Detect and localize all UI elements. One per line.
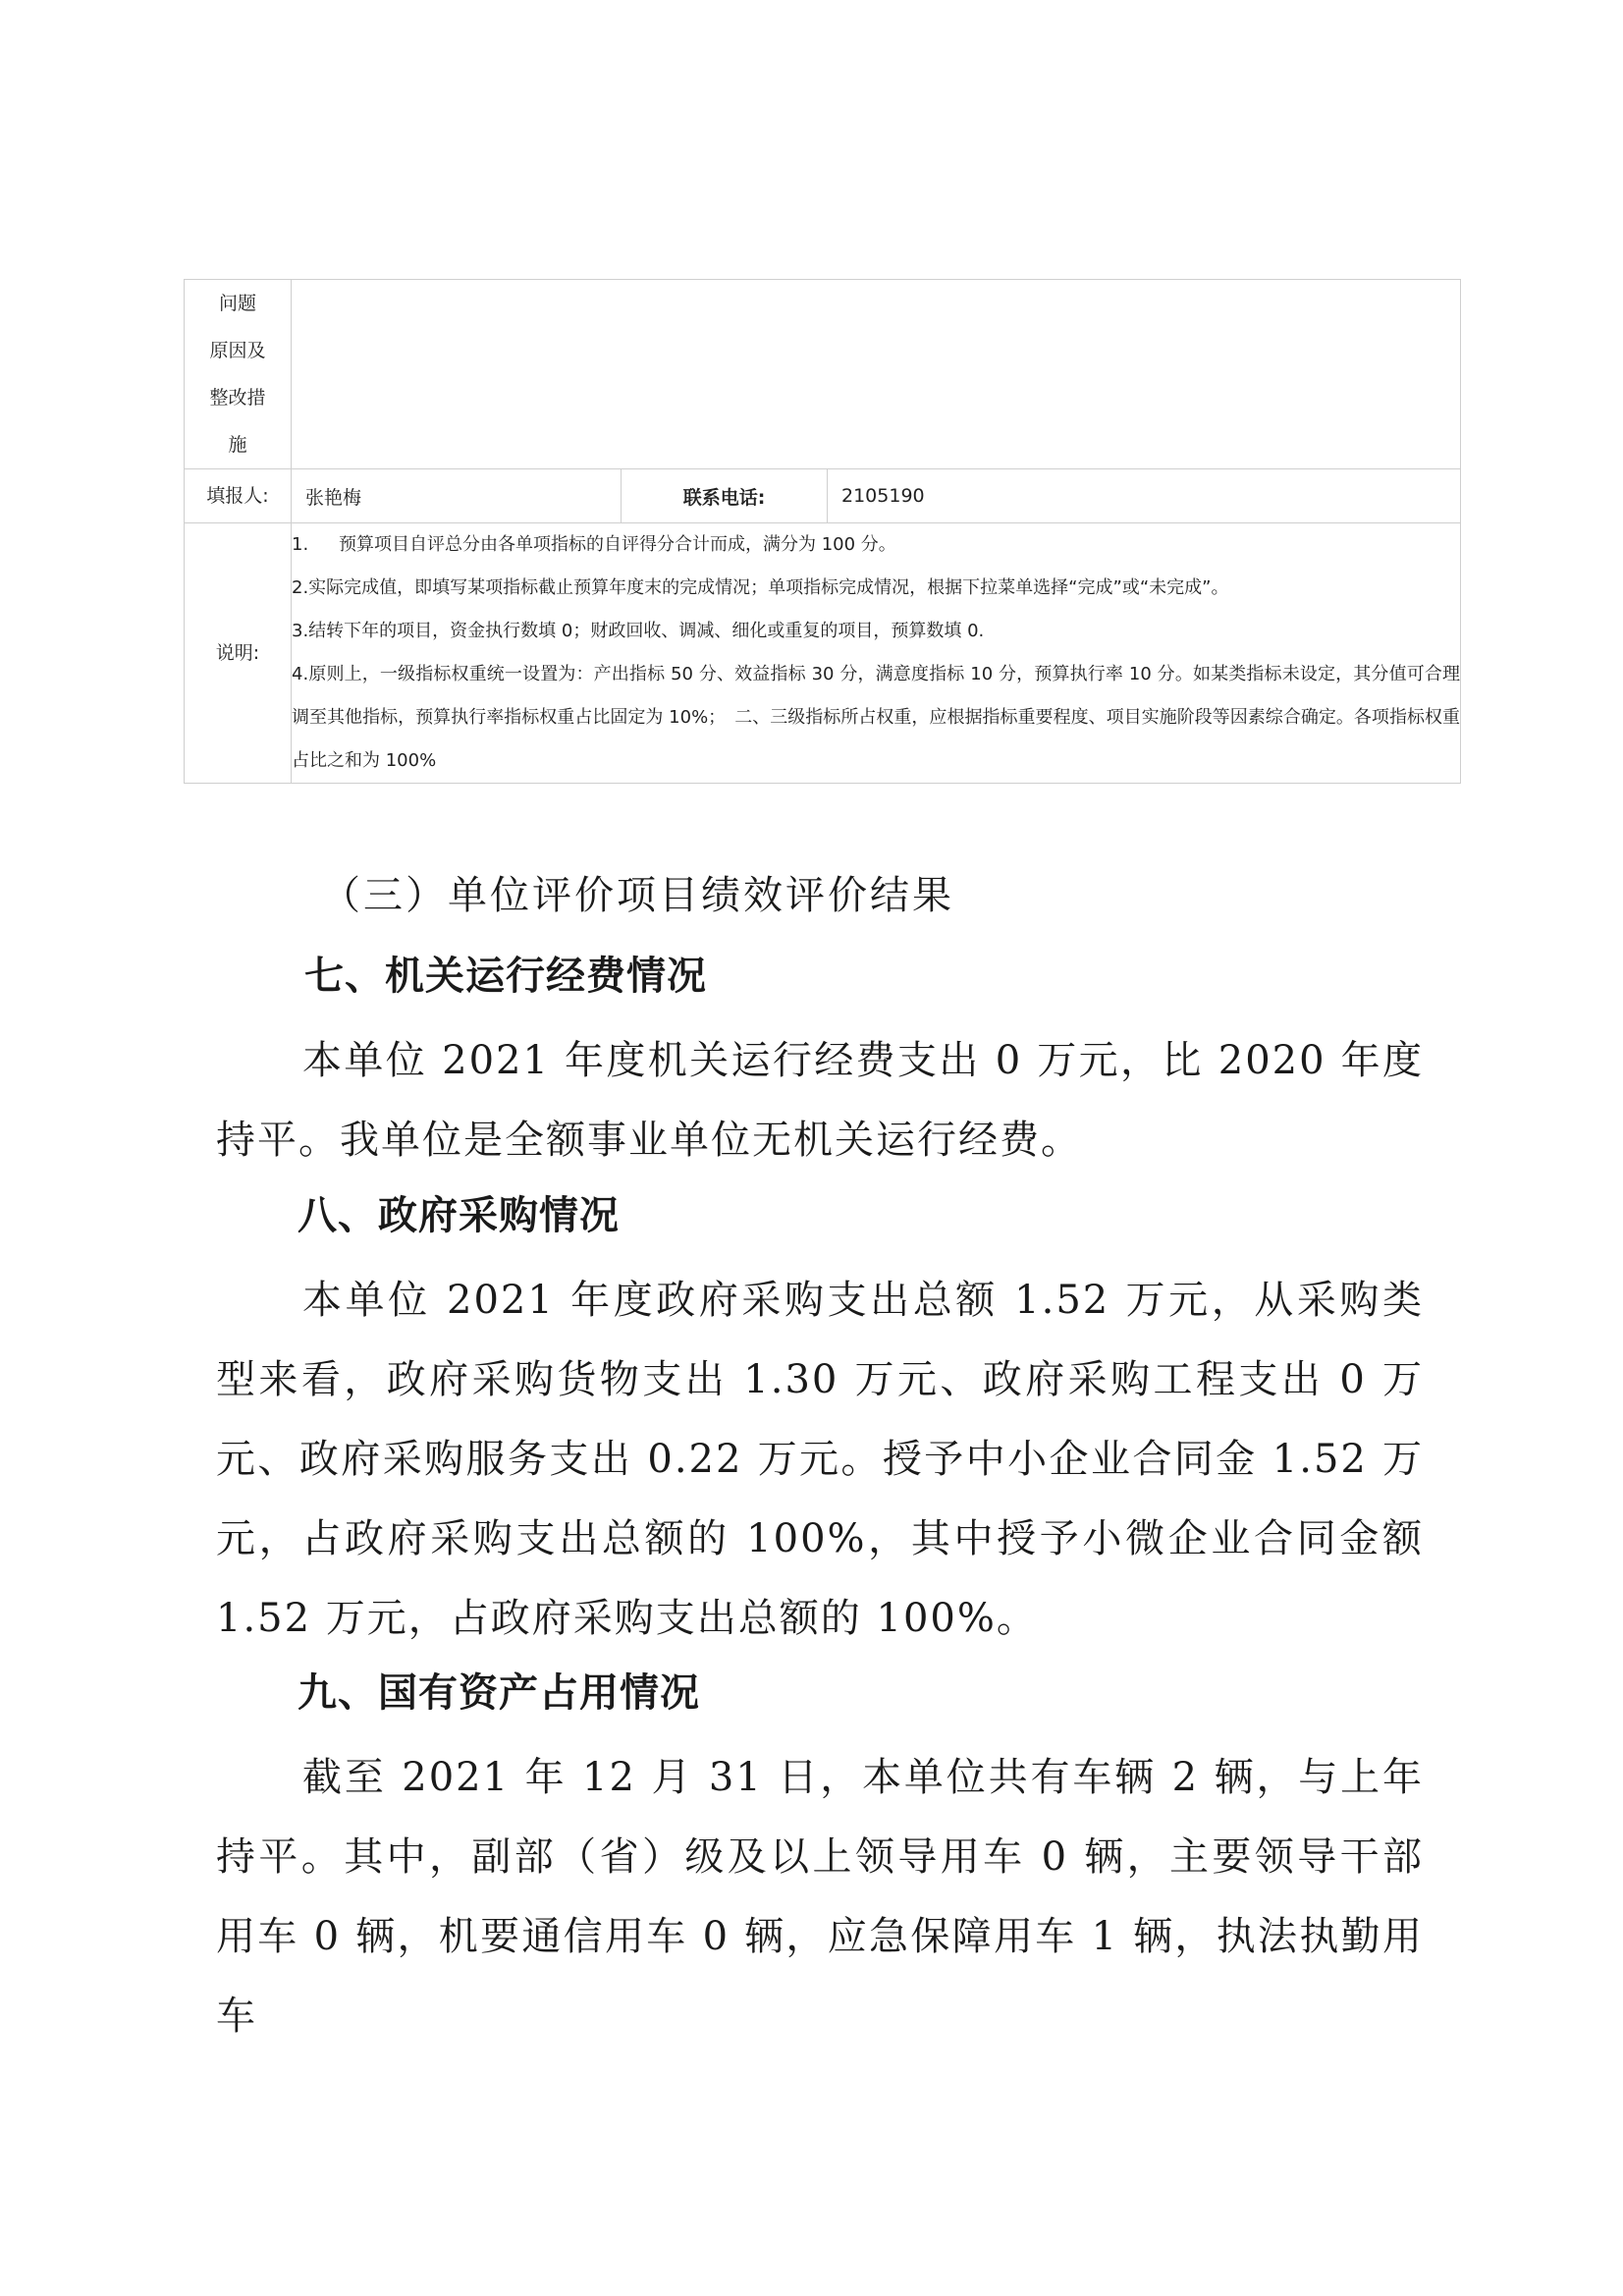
section7-title: 七、机关运行经费情况 [304, 954, 707, 999]
section8-paragraph: 本单位 2021 年度政府采购支出总额 1.52 万元，从采购类型来看，政府采购货物支出 1.30 万元、政府采购工程支出 0 万元、政府采购服务支出 0.22 万元。授予中小企业合同金 1.52 万元，占政府采购支出总额的 100%，其中授予小微企业合同金额 1.52 万元，占政府采购支出总额的 100%。 [216, 1278, 1424, 1641]
note-item: 2.实际完成值，即填写某项指标截止预算年度末的完成情况；单项指标完成情况，根据下拉菜单选择“完成”或“未完成”。 [292, 577, 1229, 598]
note-item [292, 523, 1460, 567]
note-item: 4.原则上，一级指标权重统一设置为：产出指标 50 分、效益指标 30 分，满意度指标 10 分，预算执行率 10 分。如某类指标未设定，其分值可合理调至其他指标，预算执行率指标权重占比固定为 10%； 二、三级指标所占权重，应根据指标重要程度、项目实施阶段等因素综合确定。各项指标权重占比之和为 100% [292, 664, 1461, 771]
reporter-name: 张艳梅 [292, 469, 622, 523]
note-number: 1. [292, 534, 309, 555]
section8-title: 八、政府采购情况 [298, 1193, 620, 1238]
notes-label: 说明: [185, 523, 292, 784]
problem-label-line: 整改措 [209, 387, 266, 409]
note-text: 预算项目自评总分由各单项指标的自评得分合计而成，满分为 100 分。 [339, 534, 896, 555]
section9-title: 九、国有资产占用情况 [298, 1670, 700, 1716]
problem-label-cell [185, 280, 292, 469]
phone-label: 联系电话: [622, 469, 828, 523]
problem-row [185, 280, 1461, 469]
problem-label-line: 问题 [218, 293, 256, 314]
phone-value: 2105190 [828, 469, 1461, 523]
sub-heading: （三）单位评价项目绩效评价结果 [321, 873, 954, 918]
reporter-label: 填报人: [185, 469, 292, 523]
performance-form-table [184, 279, 1461, 784]
section9-paragraph: 截至 2021 年 12 月 31 日，本单位共有车辆 2 辆，与上年持平。其中，副部（省）级及以上领导用车 0 辆，主要领导干部用车 0 辆，机要通信用车 0 辆，应急保障用车 1 辆，执法执勤用车 [216, 1755, 1424, 2039]
contact-row [185, 469, 1461, 523]
notes-content [292, 523, 1461, 784]
note-item: 3.结转下年的项目，资金执行数填 0；财政回收、调减、细化或重复的项目，预算数填 0. [292, 621, 985, 641]
problem-label-line: 原因及 [209, 340, 266, 361]
notes-row [185, 523, 1461, 784]
problem-label-line: 施 [228, 434, 247, 456]
section7-paragraph: 本单位 2021 年度机关运行经费支出 0 万元，比 2020 年度持平。我单位是全额事业单位无机关运行经费。 [216, 1038, 1424, 1163]
problem-content-cell [292, 280, 1461, 469]
problem-label [209, 280, 265, 468]
